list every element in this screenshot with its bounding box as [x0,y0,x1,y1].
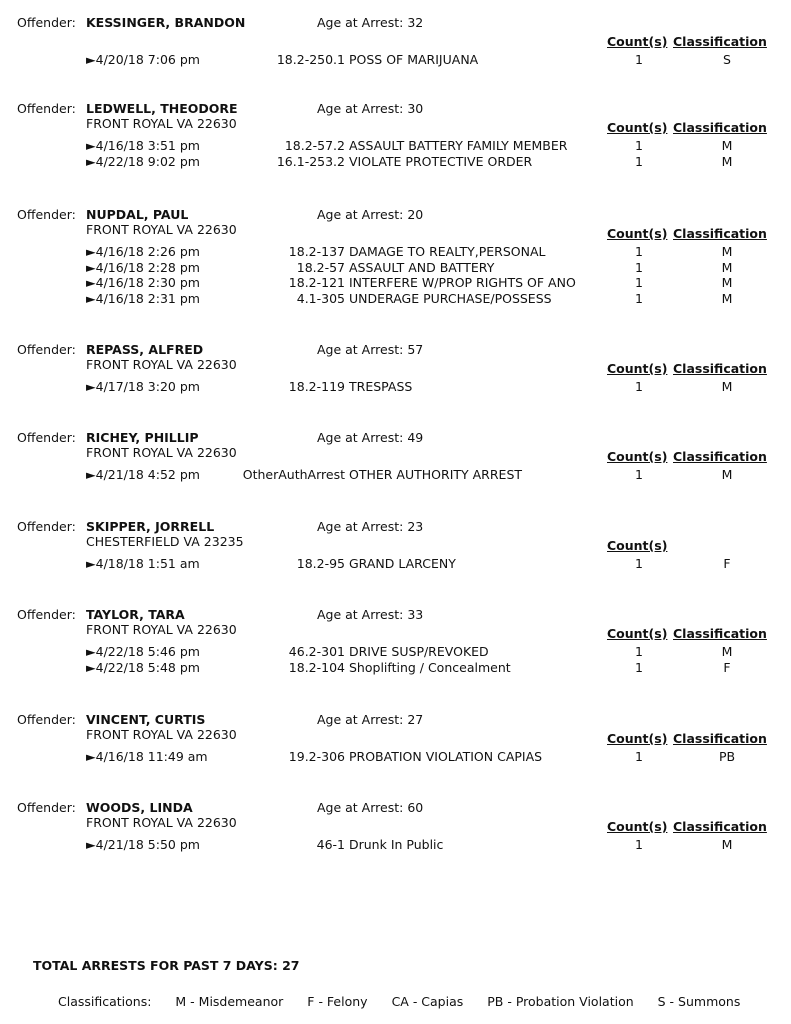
charge-datetime: ►4/16/18 2:30 pm [86,275,200,290]
offender-address: CHESTERFIELD VA 23235 [86,534,244,549]
legend-label: Classifications: [58,994,152,1009]
charge-code: 18.2-57 [296,259,345,275]
charge-code: 18.2-104 [288,659,345,675]
charge-datetime: ►4/21/18 5:50 pm [86,837,200,852]
charge-count: 1 [635,259,643,275]
classification-header: Classification [673,819,767,834]
charge-datetime: ►4/18/18 1:51 am [86,556,200,571]
charge-classification: PB [718,749,736,764]
offender-label: Offender: [17,430,76,445]
charge-datetime: ►4/16/18 2:26 pm [86,244,200,259]
offender-record [0,207,791,306]
charge-description: TRESPASS [349,379,413,394]
charge-description: INTERFERE W/PROP RIGHTS OF ANO [349,275,576,290]
age-value: 57 [407,342,424,357]
offender-record [0,342,791,422]
age-label: Age at Arrest: [317,607,404,622]
age-at-arrest [317,800,423,815]
charge-count: 1 [635,659,643,675]
offender-name: WOODS, LINDA [86,800,193,815]
charge-code: 46-1 [316,837,345,852]
offender-label: Offender: [17,342,76,357]
offender-name: KESSINGER, BRANDON [86,15,246,30]
counts-header: Count(s) [607,538,668,553]
classification-header: Classification [673,226,767,241]
charge-code: 46.2-301 [288,644,345,659]
charge-code: 4.1-305 [296,290,345,306]
age-value: 60 [407,800,424,815]
age-value: 27 [407,712,424,727]
legend-item: F - Felony [307,994,368,1009]
offender-label: Offender: [17,15,76,30]
charge-count: 1 [635,138,643,153]
charge-description: Shoplifting / Concealment [349,659,511,675]
age-label: Age at Arrest: [317,15,404,30]
charge-code: 18.2-250.1 [276,52,345,67]
charge-count: 1 [635,52,643,67]
classification-legend [58,994,760,1009]
age-at-arrest [317,207,423,222]
charge-count: 1 [635,837,643,852]
charge-count: 1 [635,379,643,394]
age-at-arrest [317,101,423,116]
age-label: Age at Arrest: [317,430,404,445]
charge-code: 18.2-119 [288,379,345,394]
age-at-arrest [317,15,423,30]
classification-header: Classification [673,34,767,49]
offender-record [0,800,791,880]
counts-header: Count(s) [607,819,668,834]
charge-classification: M [721,275,733,290]
charge-code: 18.2-121 [288,275,345,290]
charge-description: POSS OF MARIJUANA [349,52,479,67]
legend-item: S - Summons [657,994,741,1009]
offender-label: Offender: [17,207,76,222]
charge-datetime: ►4/22/18 5:46 pm [86,644,200,659]
charge-classification: S [723,52,731,67]
charge-description: Drunk In Public [349,837,444,852]
age-label: Age at Arrest: [317,712,404,727]
age-label: Age at Arrest: [317,519,404,534]
offender-record [0,101,791,181]
charge-classification: M [721,837,733,852]
legend-item: CA - Capias [391,994,464,1009]
counts-header: Count(s) [607,361,668,376]
charge-datetime: ►4/16/18 11:49 am [86,749,208,764]
age-value: 30 [407,101,424,116]
counts-header: Count(s) [607,34,668,49]
offender-address: FRONT ROYAL VA 22630 [86,357,237,372]
charge-datetime: ►4/22/18 5:48 pm [86,659,200,675]
charge-count: 1 [635,290,643,306]
offender-address: FRONT ROYAL VA 22630 [86,116,237,131]
classification-header: Classification [673,626,767,641]
charge-code: 16.1-253.2 [276,153,345,169]
age-label: Age at Arrest: [317,342,404,357]
charge-classification: M [721,244,733,259]
offender-name: RICHEY, PHILLIP [86,430,199,445]
charge-datetime: ►4/22/18 9:02 pm [86,153,200,169]
charge-classification: M [721,153,733,169]
charge-description: PROBATION VIOLATION CAPIAS [349,749,543,764]
charge-count: 1 [635,749,643,764]
charge-count: 1 [635,153,643,169]
charge-classification: F [723,659,731,675]
charge-classification: M [721,290,733,306]
offender-name: REPASS, ALFRED [86,342,204,357]
charge-classification: M [721,467,733,482]
legend-item: M - Misdemeanor [175,994,284,1009]
offender-address: FRONT ROYAL VA 22630 [86,727,237,742]
charge-classification: M [721,259,733,275]
charge-datetime: ►4/17/18 3:20 pm [86,379,200,394]
offender-record [0,519,791,599]
counts-header: Count(s) [607,226,668,241]
age-value: 49 [407,430,424,445]
charge-code: 18.2-137 [288,244,345,259]
charge-description: DAMAGE TO REALTY,PERSONAL [349,244,546,259]
offender-label: Offender: [17,607,76,622]
age-at-arrest [317,342,423,357]
charge-datetime: ►4/16/18 2:31 pm [86,290,200,306]
counts-header: Count(s) [607,731,668,746]
charge-count: 1 [635,556,643,571]
charge-datetime: ►4/16/18 3:51 pm [86,138,200,153]
offender-address: FRONT ROYAL VA 22630 [86,815,237,830]
charge-description: DRIVE SUSP/REVOKED [349,644,489,659]
classification-header: Classification [673,449,767,464]
age-at-arrest [317,712,423,727]
age-label: Age at Arrest: [317,207,404,222]
charge-description: ASSAULT BATTERY FAMILY MEMBER [349,138,568,153]
charge-datetime: ►4/21/18 4:52 pm [86,467,200,482]
offender-record [0,430,791,510]
age-at-arrest [317,430,423,445]
age-label: Age at Arrest: [317,800,404,815]
charge-classification: M [721,138,733,153]
charge-count: 1 [635,244,643,259]
offender-address: FRONT ROYAL VA 22630 [86,222,237,237]
offender-address: FRONT ROYAL VA 22630 [86,445,237,460]
offender-label: Offender: [17,519,76,534]
classification-header: Classification [673,731,767,746]
charge-count: 1 [635,275,643,290]
age-value: 32 [407,15,424,30]
offender-record [0,712,791,792]
classification-header: Classification [673,120,767,135]
charge-code: OtherAuthArrest [242,467,345,482]
charge-datetime: ►4/16/18 2:28 pm [86,259,200,275]
offender-label: Offender: [17,712,76,727]
legend-item: PB - Probation Violation [487,994,634,1009]
charge-description: GRAND LARCENY [349,556,456,571]
charge-datetime: ►4/20/18 7:06 pm [86,52,200,67]
total-arrests-label: TOTAL ARRESTS FOR PAST 7 DAYS: [33,958,278,973]
offender-record [0,607,791,687]
charge-classification: F [723,556,731,571]
offender-label: Offender: [17,101,76,116]
charge-count: 1 [635,644,643,659]
offender-name: TAYLOR, TARA [86,607,185,622]
total-arrests-value: 27 [282,958,300,973]
charge-description: OTHER AUTHORITY ARREST [349,467,523,482]
age-value: 33 [407,607,424,622]
charge-count: 1 [635,467,643,482]
age-value: 20 [407,207,424,222]
charge-code: 19.2-306 [288,749,345,764]
age-at-arrest [317,607,423,622]
total-arrests [33,958,299,973]
age-at-arrest [317,519,423,534]
charge-description: UNDERAGE PURCHASE/POSSESS [349,290,552,306]
offender-name: LEDWELL, THEODORE [86,101,238,116]
offender-record [0,15,791,95]
offender-name: VINCENT, CURTIS [86,712,206,727]
age-value: 23 [407,519,424,534]
counts-header: Count(s) [607,120,668,135]
charge-classification: M [721,644,733,659]
counts-header: Count(s) [607,626,668,641]
charge-classification: M [721,379,733,394]
offender-address: FRONT ROYAL VA 22630 [86,622,237,637]
counts-header: Count(s) [607,449,668,464]
age-label: Age at Arrest: [317,101,404,116]
offender-name: SKIPPER, JORRELL [86,519,215,534]
offender-label: Offender: [17,800,76,815]
charge-code: 18.2-57.2 [284,138,345,153]
charge-description: ASSAULT AND BATTERY [349,259,495,275]
classification-header: Classification [673,361,767,376]
offender-name: NUPDAL, PAUL [86,207,189,222]
charge-code: 18.2-95 [296,556,345,571]
charge-description: VIOLATE PROTECTIVE ORDER [349,153,533,169]
